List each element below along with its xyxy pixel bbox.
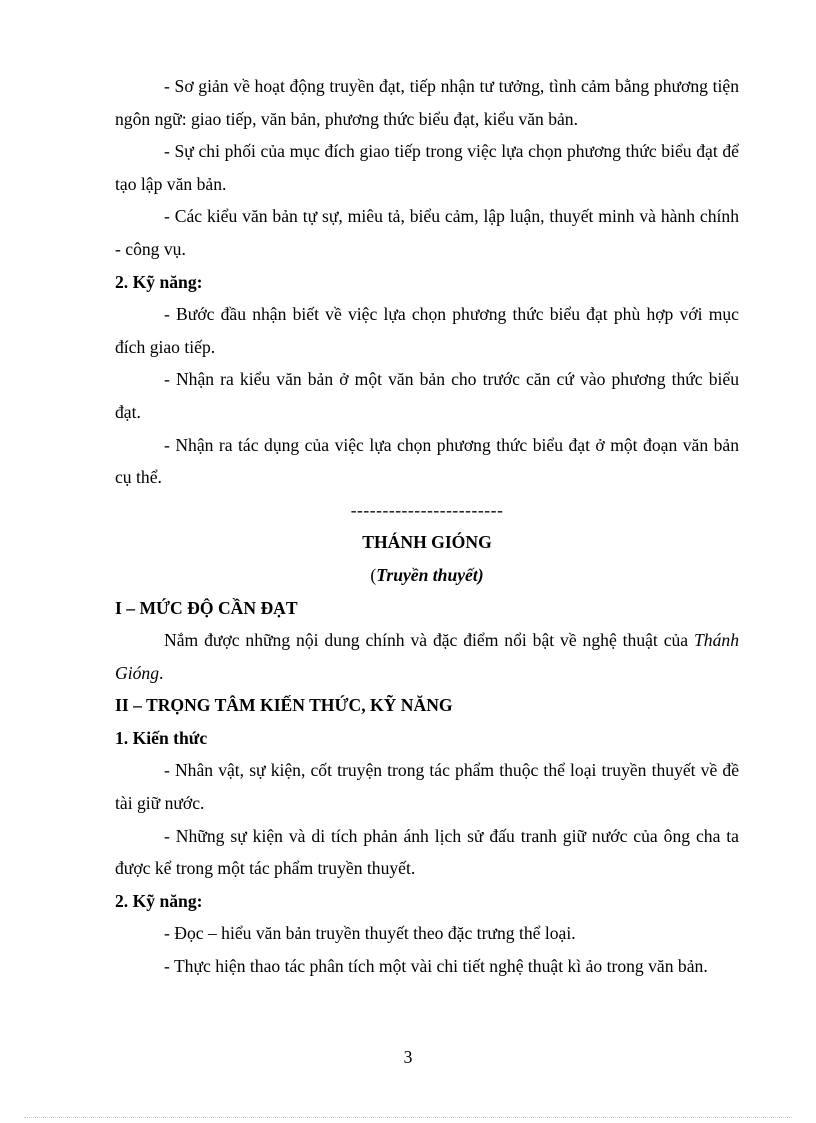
subtitle-close: ) [477, 564, 484, 585]
part1-text: Nắm được những nội dung chính và đặc điểm nổi bật về nghệ thuật của [164, 630, 689, 651]
page-bottom-rule [24, 1117, 792, 1118]
knowledge-item-1: - Nhân vật, sự kiện, cốt truyện trong tác phẩm thuộc thể loại truyền thuyết về đề tài giữ nước. [115, 760, 739, 814]
part2-heading: II – TRỌNG TÂM KIẾN THỨC, KỸ NĂNG [115, 695, 453, 716]
intro-item-1: - Sơ giản về hoạt động truyền đạt, tiếp nhận tư tưởng, tình cảm bằng phương tiện ngôn ngữ: giao tiếp, văn bản, phương thức biểu đạt, kiểu văn bản. [115, 76, 739, 129]
lesson-subtitle [115, 559, 739, 592]
intro-item-2: - Sự chi phối của mục đích giao tiếp trong việc lựa chọn phương thức biểu đạt để tạo lập văn bản. [115, 141, 739, 194]
knowledge-item-2: - Những sự kiện và di tích phản ánh lịch sử đấu tranh giữ nước của ông cha ta được kể trong một tác phẩm truyền thuyết. [115, 825, 739, 879]
skills1-item-1: - Bước đầu nhận biết về việc lựa chọn phương thức biểu đạt phù hợp với mục đích giao tiếp. [115, 304, 739, 357]
page-content [115, 70, 739, 983]
lesson-title: THÁNH GIÓNG [362, 532, 492, 553]
section-separator: ------------------------ [350, 499, 504, 520]
page-number: 3 [403, 1047, 413, 1067]
subtitle-genre: Truyền thuyết [376, 564, 478, 585]
part1-end: . [158, 662, 164, 683]
intro-item-3: - Các kiểu văn bản tự sự, miêu tả, biểu cảm, lập luận, thuyết minh và hành chính - công vụ. [115, 206, 739, 259]
skills1-item-3: - Nhận ra tác dụng của việc lựa chọn phương thức biểu đạt ở một đoạn văn bản cụ thể. [115, 434, 739, 488]
skills2-item-1: - Đọc – hiểu văn bản truyền thuyết theo đặc trưng thể loại. [164, 923, 576, 944]
knowledge-heading: 1. Kiến thức [115, 727, 208, 748]
part1-italic: Thánh Gióng [115, 630, 739, 683]
part1-heading: I – MỨC ĐỘ CẦN ĐẠT [115, 597, 298, 618]
skills2-item-2: - Thực hiện thao tác phân tích một vài chi tiết nghệ thuật kì ảo trong văn bản. [164, 956, 708, 977]
skills1-item-2: - Nhận ra kiểu văn bản ở một văn bản cho trước căn cứ vào phương thức biểu đạt. [115, 369, 739, 422]
skills-heading-2: 2. Kỹ năng: [115, 890, 203, 911]
skills-heading-1: 2. Kỹ năng: [115, 271, 203, 292]
subtitle-open: ( [370, 564, 377, 585]
part1-paragraph [115, 624, 739, 689]
